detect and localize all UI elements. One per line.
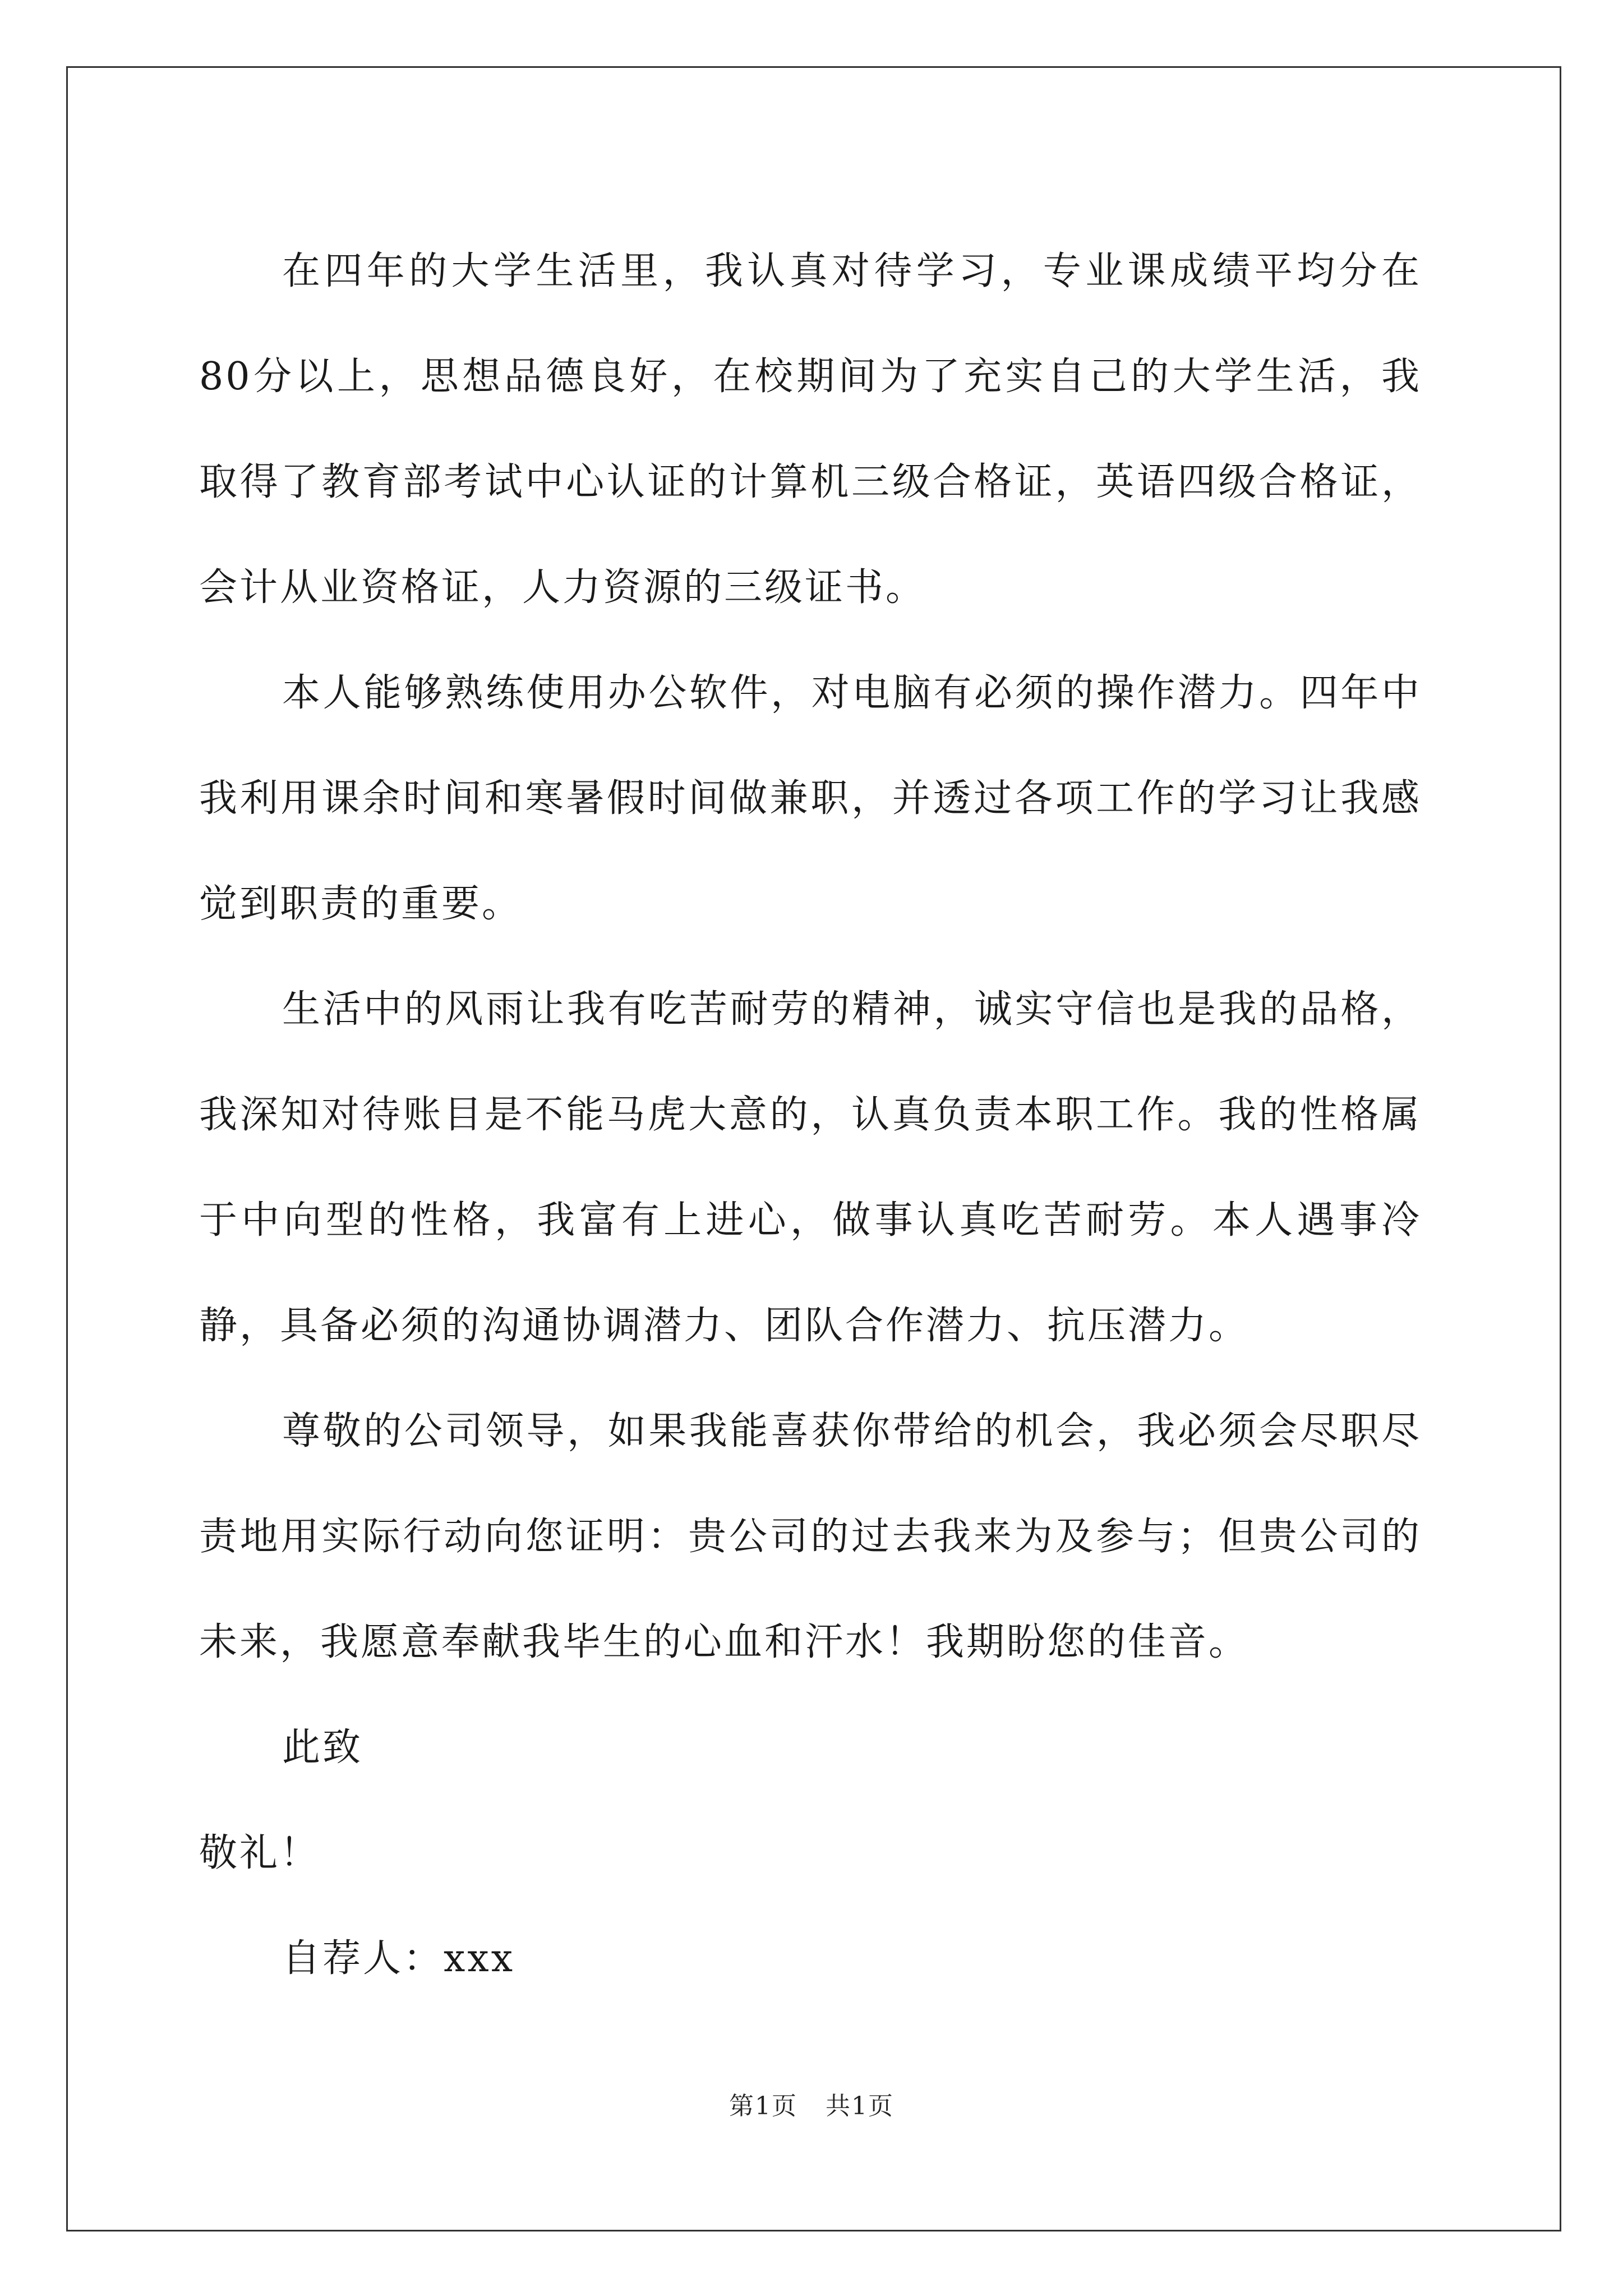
page-footer xyxy=(0,2086,1623,2122)
paragraph-2: 本人能够熟练使用办公软件，对电脑有必须的操作潜力。四年中我利用课余时间和寒暑假时间做兼职，并透过各项工作的学习让我感觉到职责的重要。 xyxy=(199,671,1422,926)
page-number: 第1页 xyxy=(729,2092,797,2120)
salutation-line: 敬礼！ xyxy=(199,1831,321,1875)
paragraph-3: 生活中的风雨让我有吃苦耐劳的精神，诚实守信也是我的品格，我深知对待账目是不能马虎大意的，认真负责本职工作。我的性格属于中向型的性格，我富有上进心，做事认真吃苦耐劳。本人遇事冷静，具备必须的沟通协调潜力、团队合作潜力、抗压潜力。 xyxy=(199,987,1422,1348)
document-body xyxy=(199,219,1422,2012)
page-total: 共1页 xyxy=(826,2092,894,2120)
paragraph-1: 在四年的大学生活里，我认真对待学习，专业课成绩平均分在80分以上，思想品德良好，在校期间为了充实自己的大学生活，我取得了教育部考试中心认证的计算机三级合格证，英语四级合格证，会计从业资格证，人力资源的三级证书。 xyxy=(199,249,1422,610)
closing-line: 此致 xyxy=(282,1726,363,1770)
signature-line: 自荐人：xxx xyxy=(282,1936,515,1981)
paragraph-4: 尊敬的公司领导，如果我能喜获你带给的机会，我必须会尽职尽责地用实际行动向您证明：贵公司的过去我来为及参与；但贵公司的未来，我愿意奉献我毕生的心血和汗水！我期盼您的佳音。 xyxy=(199,1409,1422,1664)
